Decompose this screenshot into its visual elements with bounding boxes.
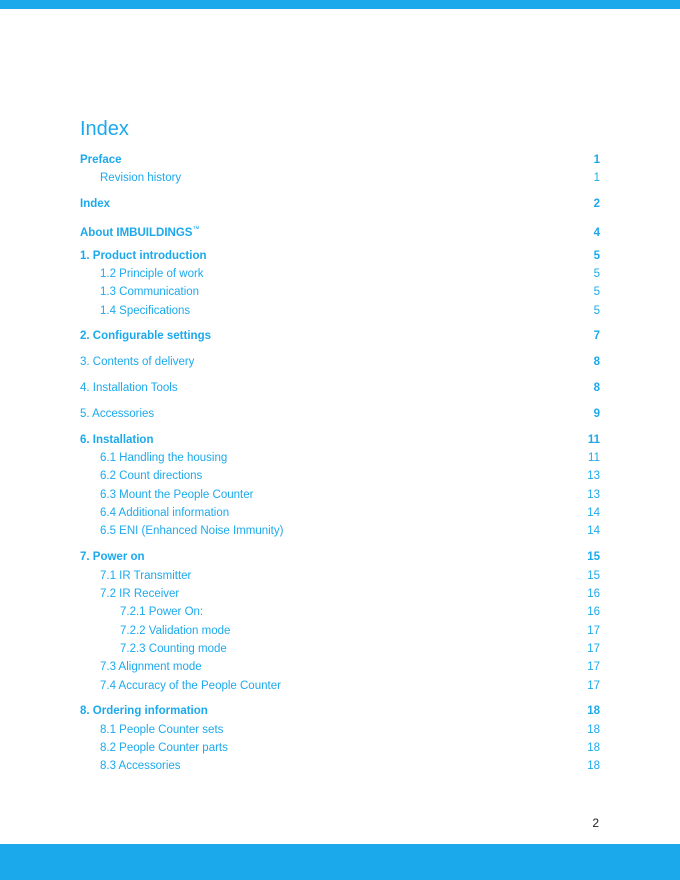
toc-label: 5. Accessories [80, 408, 155, 420]
toc-entry-s5[interactable] [80, 406, 600, 422]
toc-entry-s6-5[interactable] [80, 523, 600, 539]
toc-page: 17 [587, 661, 600, 673]
toc-entry-s7-2-3[interactable] [80, 641, 600, 657]
toc-label: 7.1 IR Transmitter [100, 570, 192, 582]
toc-page: 8 [593, 356, 600, 368]
toc-page: 17 [587, 643, 600, 655]
toc-page: 14 [587, 507, 600, 519]
toc-entry-s3[interactable] [80, 354, 600, 370]
toc-label: 3. Contents of delivery [80, 356, 195, 368]
toc-page: 5 [593, 305, 600, 317]
toc-page: 18 [587, 705, 600, 717]
toc-label: 7.2 IR Receiver [100, 588, 180, 600]
toc-page: 1 [593, 172, 600, 184]
toc-page: 5 [593, 250, 600, 262]
toc-label: 6.3 Mount the People Counter [100, 489, 254, 501]
toc-entry-preface[interactable] [80, 152, 600, 168]
toc-label: 6.1 Handling the housing [100, 452, 228, 464]
page-title: Index [80, 118, 129, 140]
toc-label: 6. Installation [80, 434, 154, 446]
toc-page: 11 [588, 452, 600, 464]
toc-label: 8.1 People Counter sets [100, 724, 224, 736]
toc-entry-s7-4[interactable] [80, 678, 600, 694]
top-accent-bar [0, 0, 680, 9]
toc-entry-s6-3[interactable] [80, 487, 600, 503]
toc-label: Preface [80, 154, 122, 166]
toc-label: Revision history [100, 172, 182, 184]
toc-entry-s1[interactable] [80, 248, 600, 264]
toc-label: 1.3 Communication [100, 286, 200, 298]
toc-page: 16 [587, 606, 600, 618]
toc-entry-s1-2[interactable] [80, 266, 600, 282]
toc-page: 14 [587, 525, 600, 537]
bottom-accent-bar [0, 844, 680, 880]
toc-entry-s8-3[interactable] [80, 758, 600, 774]
toc-label: 2. Configurable settings [80, 330, 211, 342]
toc-page: 15 [587, 570, 600, 582]
toc-entry-s6-4[interactable] [80, 505, 600, 521]
toc-entry-s8-2[interactable] [80, 740, 600, 756]
toc-label: 6.2 Count directions [100, 470, 203, 482]
page-number: 2 [592, 816, 599, 830]
toc-label: 7.2.2 Validation mode [120, 625, 231, 637]
toc-entry-s7-2[interactable] [80, 586, 600, 602]
toc-page: 18 [587, 724, 600, 736]
toc-label: 1.4 Specifications [100, 305, 191, 317]
toc-page: 13 [587, 470, 600, 482]
toc-page: 16 [587, 588, 600, 600]
toc-page: 18 [587, 760, 600, 772]
toc-label: 8. Ordering information [80, 705, 208, 717]
toc-label: 1. Product introduction [80, 250, 207, 262]
toc-label: 7.2.3 Counting mode [120, 643, 227, 655]
toc-entry-s6[interactable] [80, 432, 600, 448]
toc-label: 8.2 People Counter parts [100, 742, 228, 754]
toc-label: 4. Installation Tools [80, 382, 178, 394]
toc-entry-s7-2-2[interactable] [80, 623, 600, 639]
toc-label: 7. Power on [80, 551, 145, 563]
toc-label: 6.5 ENI (Enhanced Noise Immunity) [100, 525, 284, 537]
toc-entry-s4[interactable] [80, 380, 600, 396]
toc-page: 11 [587, 434, 600, 446]
toc-page: 5 [593, 286, 600, 298]
toc-page: 13 [587, 489, 600, 501]
toc-entry-s8[interactable] [80, 703, 600, 719]
toc-entry-s7-2-1[interactable] [80, 604, 600, 620]
toc-label: 7.4 Accuracy of the People Counter [100, 680, 281, 692]
toc-entry-about[interactable] [80, 222, 600, 238]
toc-page: 17 [587, 680, 600, 692]
toc-label: 6.4 Additional information [100, 507, 230, 519]
toc-label: 8.3 Accessories [100, 760, 181, 772]
toc-page: 18 [587, 742, 600, 754]
toc-entry-revision-history[interactable] [80, 170, 600, 186]
toc-entry-s7[interactable] [80, 549, 600, 565]
toc-label: 1.2 Principle of work [100, 268, 204, 280]
toc-entry-s8-1[interactable] [80, 722, 600, 738]
toc-page: 9 [593, 408, 600, 420]
toc-page: 5 [593, 268, 600, 280]
toc-entry-s6-1[interactable] [80, 450, 600, 466]
trademark-symbol: ™ [192, 226, 200, 233]
toc-entry-s7-3[interactable] [80, 659, 600, 675]
toc-entry-index[interactable] [80, 196, 600, 212]
toc-label: About IMBUILDINGS™ [80, 226, 200, 239]
toc-page: 7 [593, 330, 600, 342]
toc-page: 1 [593, 154, 600, 166]
toc-page: 8 [593, 382, 600, 394]
toc-label: 7.2.1 Power On: [120, 606, 204, 618]
toc-page: 17 [587, 625, 600, 637]
toc-entry-s7-1[interactable] [80, 568, 600, 584]
toc-label: Index [80, 198, 111, 210]
toc-page: 2 [593, 198, 600, 210]
toc-entry-s2[interactable] [80, 328, 600, 344]
toc-entry-s1-3[interactable] [80, 284, 600, 300]
toc-page: 15 [587, 551, 600, 563]
toc-label: 7.3 Alignment mode [100, 661, 202, 673]
toc-entry-s1-4[interactable] [80, 303, 600, 319]
toc-entry-s6-2[interactable] [80, 468, 600, 484]
toc-page: 4 [593, 226, 600, 239]
